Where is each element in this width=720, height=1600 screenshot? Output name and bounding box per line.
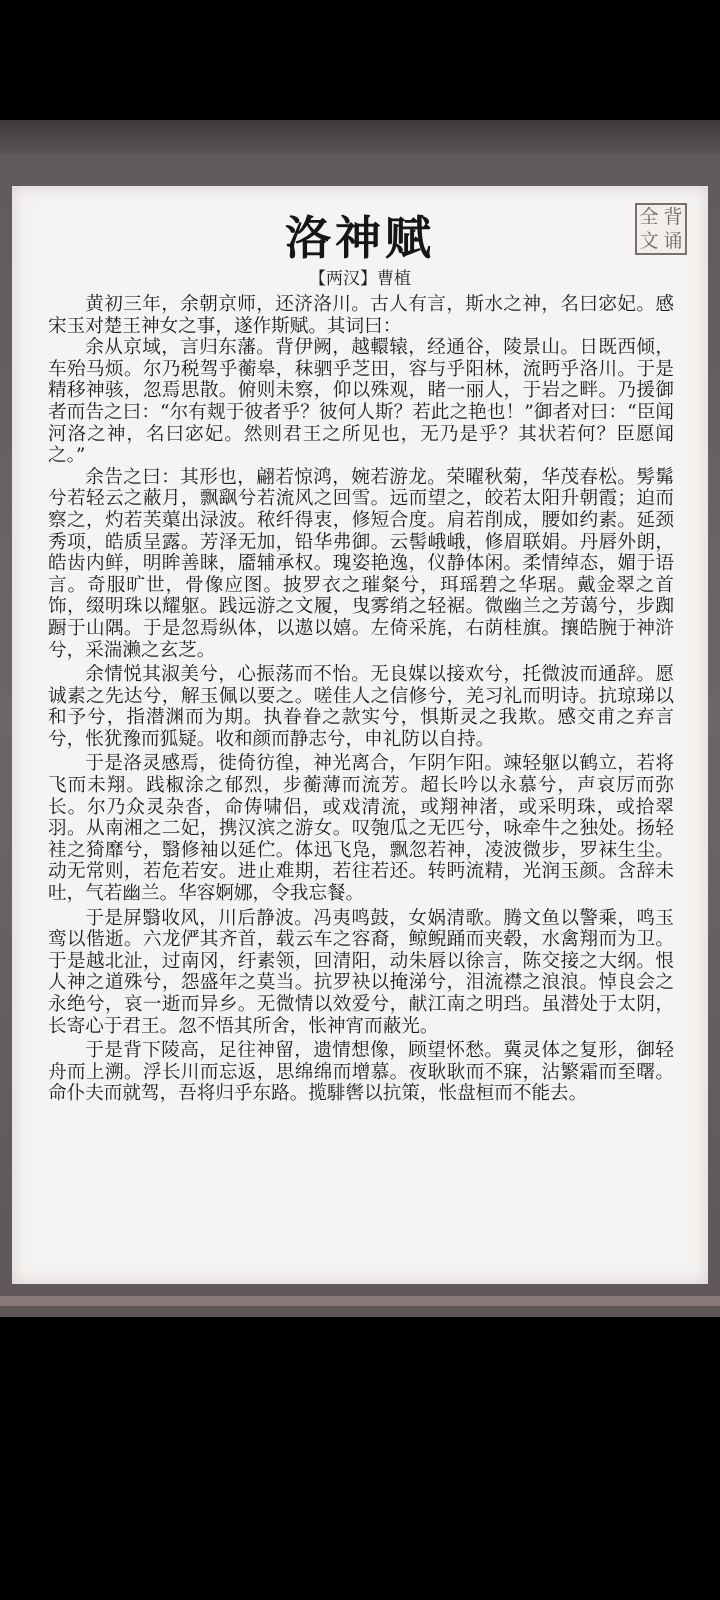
paragraph: 黄初三年，余朝京师，还济洛川。古人有言，斯水之神，名曰宓妃。感宋玉对楚王神女之事，遂作斯赋。其词曰： — [48, 294, 674, 337]
paragraph: 于是洛灵感焉，徙倚彷徨，神光离合，乍阴乍阳。竦轻躯以鹤立，若将飞而未翔。践椒涂之郁烈，步蘅薄而流芳。超长吟以永慕兮，声哀厉而弥长。尔乃众灵杂沓，命俦啸侣，或戏清流，或翔神渚，或采明珠，或拾翠羽。从南湘之二妃，携汉滨之游女。叹匏瓜之无匹兮，咏牵牛之独处。扬轻袿之猗靡兮，翳修袖以延伫。体迅飞凫，飘忽若神，凌波微步，罗袜生尘。动无常则，若危若安。进止难期，若往若还。转眄流精，光润玉颜。含辞未吐，气若幽兰。华容婀娜，令我忘餐。 — [48, 753, 674, 905]
stamp-char: 背 — [663, 205, 683, 228]
paragraph: 余告之曰：其形也，翩若惊鸿，婉若游龙。荣曜秋菊，华茂春松。髣髴兮若轻云之蔽月，飘飖兮若流风之回雪。远而望之，皎若太阳升朝霞；迫而察之，灼若芙蕖出渌波。秾纤得衷，修短合度。肩若削成，腰如约素。延颈秀项，皓质呈露。芳泽无加，铅华弗御。云髻峨峨，修眉联娟。丹唇外朗，皓齿内鲜，明眸善睐，靥辅承权。瑰姿艳逸，仪静体闲。柔情绰态，媚于语言。奇服旷世，骨像应图。披罗衣之璀粲兮，珥瑶碧之华琚。戴金翠之首饰，缀明珠以耀躯。践远游之文履，曳雾绡之轻裾。微幽兰之芳蔼兮，步踟蹰于山隅。于是忽焉纵体，以遨以嬉。左倚采旄，右荫桂旗。攘皓腕于神浒兮，采湍濑之玄芝。 — [48, 466, 674, 661]
frame-bottom-edge — [0, 1296, 720, 1306]
poem-author: 【两汉】曹植 — [309, 269, 411, 289]
paragraph: 余情悦其淑美兮，心振荡而不怡。无良媒以接欢兮，托微波而通辞。愿诚素之先达兮，解玉佩以要之。嗟佳人之信修兮，羌习礼而明诗。抗琼珶以和予兮，指潜渊而为期。执眷眷之款实兮，惧斯灵之我欺。感交甫之弃言兮，怅犹豫而狐疑。收和颜而静志兮，申礼防以自持。 — [48, 664, 674, 750]
paragraph: 余从京域，言归东藩。背伊阙，越轘辕，经通谷，陵景山。日既西倾，车殆马烦。尔乃税驾乎蘅皋，秣驷乎芝田，容与乎阳林，流眄乎洛川。于是精移神骇，忽焉思散。俯则未察，仰以殊观，睹一丽人，于岩之畔。乃援御者而告之曰：“尔有觌于彼者乎？彼何人斯？若此之艳也！”御者对曰：“臣闻河洛之神，名曰宓妃。然则君王之所见也，无乃是乎？其状若何？臣愿闻之。” — [48, 337, 674, 467]
frame-top-band — [0, 120, 720, 154]
stamp-char: 文 — [639, 229, 659, 252]
bottom-black-bar — [0, 1317, 720, 1600]
paragraph: 于是背下陵高，足往神留，遗情想像，顾望怀愁。冀灵体之复形，御轻舟而上溯。浮长川而忘返，思绵绵而增慕。夜耿耿而不寐，沾繁霜而至曙。命仆夫而就驾，吾将归乎东路。揽騑辔以抗策，怅盘桓而不能去。 — [48, 1040, 674, 1105]
top-black-bar — [0, 0, 720, 120]
poem-body — [48, 294, 674, 1105]
stamp-char: 全 — [639, 205, 659, 228]
poem-title: 洛神赋 — [285, 211, 435, 265]
paragraph: 于是屏翳收风，川后静波。冯夷鸣鼓，女娲清歌。腾文鱼以警乘，鸣玉鸾以偕逝。六龙俨其齐首，载云车之容裔，鲸鲵踊而夹毂，水禽翔而为卫。于是越北沚，过南冈，纡素领，回清阳，动朱唇以徐言，陈交接之大纲。恨人神之道殊兮，怨盛年之莫当。抗罗袂以掩涕兮，泪流襟之浪浪。悼良会之永绝兮，哀一逝而异乡。无微情以效爱兮，献江南之明珰。虽潜处于太阴，长寄心于君王。忽不悟其所舍，怅神宵而蔽光。 — [48, 907, 674, 1037]
stamp-char: 诵 — [663, 229, 683, 252]
